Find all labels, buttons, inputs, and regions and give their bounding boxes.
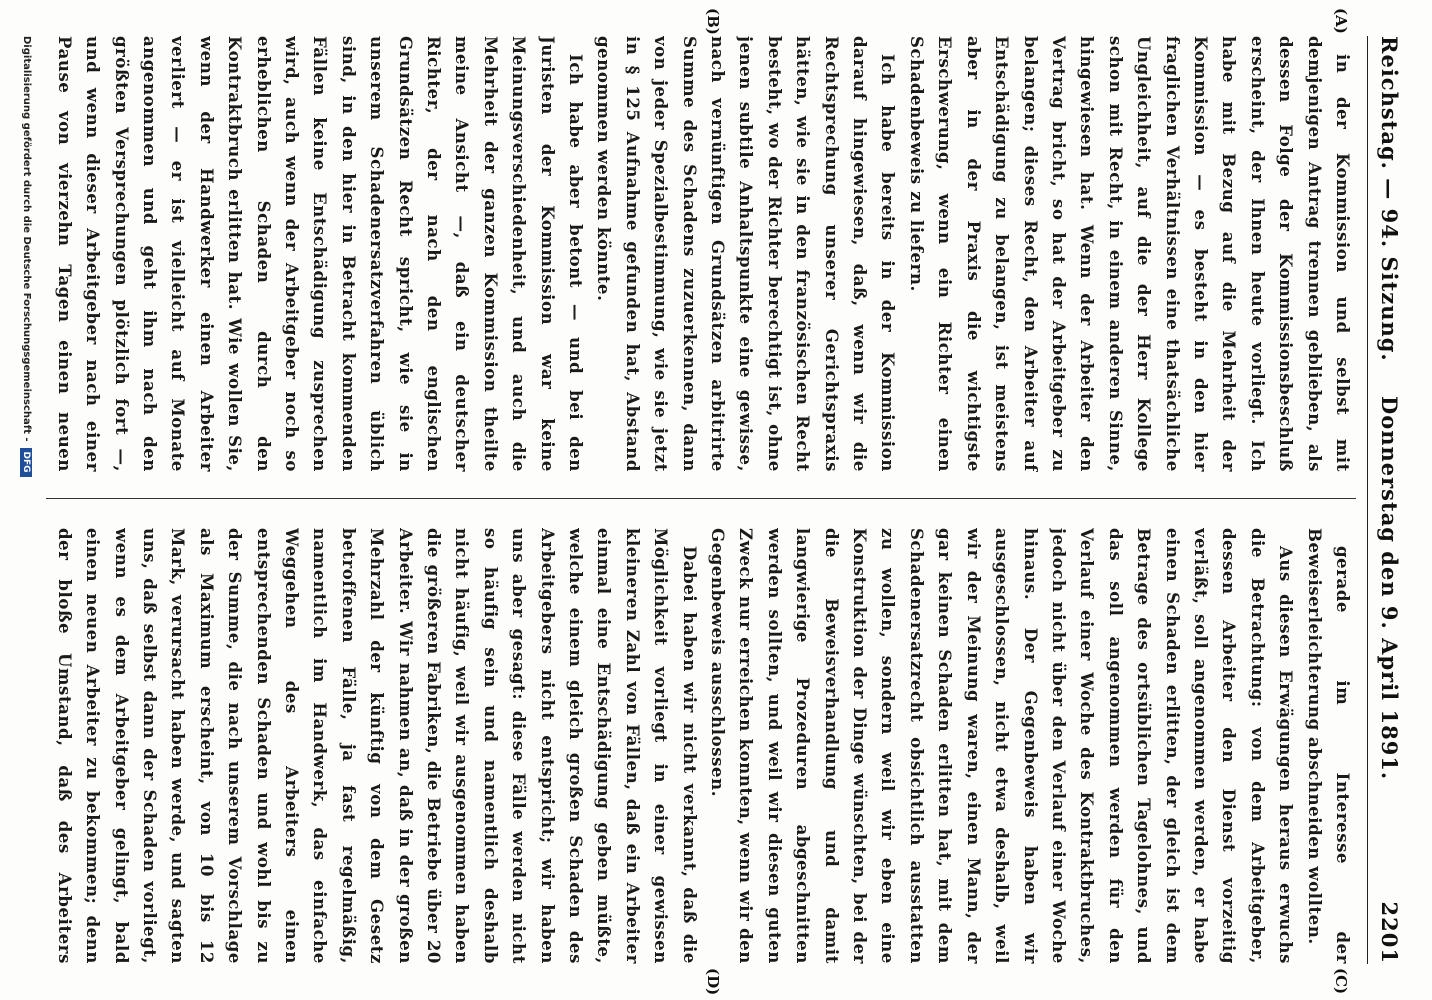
margin-marker-b: (B) [704,8,722,35]
paragraph: Dabei haben wir nicht verkannt, daß die Möglichkeit vorliegt in einer gewissen kleineren Zahl von Fällen, daß ein Arbeiter einmal eine Entschädigung geben müßte, welche einem gleich großen Schaden des Arbeitgebers nicht entspricht; wir haben uns aber gesagt: diese Fälle werden nicht so häufig sein und namentlich deshalb nicht häufig, weil wir ausgenommen haben die größeren Fabriken, die Betriebe über 20 Arbeiter. Wir nahmen an, daß in der großen Mehrzahl der künftig von dem Gesetz betroffenen Fälle, ja fast regelmäßig, namentlich im Handwerk, das einfache Weggehen des Arbeiters einen entsprechenden Schaden und wohl bis zu der Summe, die nach unserem Vorschlage als Maximum erscheint, von 10 bis 12 Mark, verursacht haben werde, und sagten uns, daß selbst dann der Schaden vorliegt, wenn es dem Arbeitgeber gelingt, bald einen neuen Arbeiter zu bekommen; denn der bloße Umstand, daß des Arbeiters [54,528,699,964]
dfg-logo: DFG [20,448,32,477]
paragraph: Ich habe bereits in der Kommission darauf hingewiesen, daß, wenn wir die Rechtsprechung unserer Gerichtspraxis hätten, wie sie in den französischen Recht besteht, wo der Richter berechtigt ist, ohne jenen subtile Anhaltspunkte eine gewisse, nach vernünftigen Grundsätzen arbitrirte Summe des Schadens zuzuerkennen, dann von jeder Spezialbestimmung, wie sie jetzt in § 125 Aufnahme gefunden hat, Abstand genommen werden könnte. [594,36,898,472]
paragraph: Ich habe aber betont — und bei den Juristen der Kommission war keine Meinungsverschiedenheit, und auch die Mehrheit der ganzen Kommission theilte meine Ansicht —, daß ein deutscher Richter, der nach den englischen Grundsätzen Recht spricht, wie sie in unserem Schadenersatzverfahren üblich sind, in den hier in Betracht kommenden Fällen keine Entschädigung zusprechen wird, auch wenn der Arbeitgeber noch so erheblichen Schaden durch den Kontraktbruch erlitten hat. Wie wollen Sie, wenn der Handwerker einen Arbeiter verliert — er ist vielleicht auf Monate angenommen und geht ihm nach den größten Versprechungen plötzlich fort —, und wenn dieser Arbeitgeber nach einer Pause von vierzehn Tagen einen neuen [54,36,586,472]
header-left: Reichstag. — 94. Sitzung. [1377,36,1402,362]
left-column [46,36,1356,472]
margin-marker-c: (C) [1332,968,1350,995]
margin-marker-a: (A) [1332,8,1350,34]
margin-marker-d: (D) [704,968,722,996]
digitization-credit [12,36,32,964]
header-date: Donnerstag den 9. April 1891. [1377,396,1402,781]
header-rule [1367,36,1368,964]
right-column [46,528,1356,964]
paragraph: Aus diesen Erwägungen heraus erwuchs die Betrachtung: von dem Arbeitgeber, dessen Arbeiter den Dienst vorzeitig verläßt, soll angenommen werden, er habe einen Schaden erlitten, der gleich ist dem Betrage des ortsüblichen Tagelohnes, und das soll angenommen werden für den Verlauf einer Woche des Kontraktbruches, jedoch nicht über den Verlauf einer Woche hinaus. Der Gegenbeweis haben wir ausgeschlossen, nicht etwa deshalb, weil wir der Meinung waren, einen Mann, der gar keinen Schaden erlitten hat, mit dem Schadenersatzrecht obsichtlich ausstatten zu wollen, sondern weil wir eben eine Konstruktion der Dinge wünschten, bei der die Beweisverhandlung und damit langwierige Prozeduren abgeschnitten werden sollten, und weil wir diesen guten Zweck nur erreichen konnten, wenn wir den Gegenbeweis ausschlossen. [708,528,1296,964]
credit-text: Digitalisierung gefördert durch die Deutsche Forschungsgemeinschaft - [21,36,32,442]
page-header [1368,36,1408,964]
paragraph: gerade im Interesse der Beweiserleichterung abschneiden wollten. [1304,528,1352,964]
page-number: 2201 [1377,901,1402,964]
column-divider [46,498,1356,499]
paragraph: in der Kommission und selbst mit demjenigen Antrag trennen geblieben, als dessen Folge der Kommissionsbeschluß erscheint, der Ihnen heute vorliegt. Ich habe mit Bezug auf die Mehrheit der Kommission — es besteht in den hier fraglichen Verhältnissen eine thatsächliche Ungleichheit, auf die der Herr Kollege schon mit Recht, in einem anderen Sinne, hingewiesen hat. Wenn der Arbeiter den Vertrag bricht, so hat der Arbeitgeber zu belangen; dieses Recht, den Arbeiter auf Entschädigung zu belangen, ist meistens aber in der Praxis die wichtigste Erschwerung, wenn ein Richter einen Schadenbeweis zu liefern. [906,36,1352,472]
